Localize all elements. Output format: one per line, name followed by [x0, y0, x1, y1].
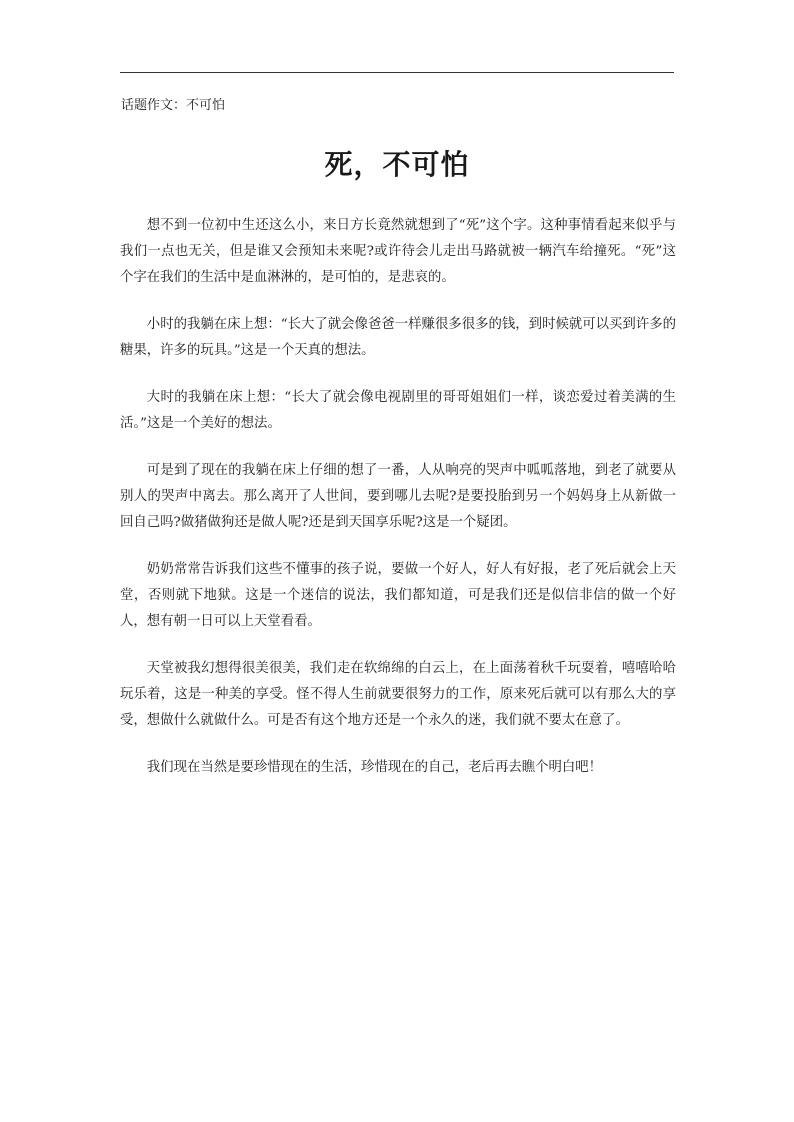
paragraph-3: 大时的我躺在床上想：“长大了就会像电视剧里的哥哥姐姐们一样，谈恋爱过着美满的生活。”这是一个美好的想法。 [120, 390, 676, 431]
paragraph-6: 天堂被我幻想得很美很美，我们走在软绵绵的白云上，在上面荡着秋千玩耍着，嘻嘻哈哈玩乐着，这是一种美的享受。怪不得人生前就要很努力的工作，原来死后就可以有那么大的享受，想做什么就做什么。可是否有这个地方还是一个永久的迷，我们就不要太在意了。 [120, 661, 676, 728]
topic-label: 话题作文：不可怕 [121, 98, 226, 113]
document-title: 死，不可怕 [324, 148, 470, 181]
paragraph-7: 我们现在当然是要珍惜现在的生活，珍惜现在的自己，老后再去瞧个明白吧！ [146, 760, 603, 775]
paragraph-2: 小时的我躺在床上想：“长大了就会像爸爸一样赚很多很多的钱，到时候就可以买到许多的糖果，许多的玩具。”这是一个天真的想法。 [120, 317, 676, 358]
header-rule [120, 72, 674, 73]
paragraph-5: 奶奶常常告诉我们这些不懂事的孩子说，要做一个好人，好人有好报，老了死后就会上天堂，否则就下地狱。这是一个迷信的说法，我们都知道，可是我们还是似信非信的做一个好人，想有朝一日可以上天堂看看。 [120, 562, 676, 629]
essay-body [120, 213, 676, 802]
paragraph-1: 想不到一位初中生还这么小，来日方长竟然就想到了“死”这个字。这种事情看起来似乎与我们一点也无关，但是谁又会预知未来呢?或许待会儿走出马路就被一辆汽车给撞死。“死”这个字在我们的生活中是血淋淋的，是可怕的，是悲哀的。 [120, 218, 676, 285]
paragraph-4: 可是到了现在的我躺在床上仔细的想了一番，人从响亮的哭声中呱呱落地，到老了就要从别人的哭声中离去。那么离开了人世间，要到哪儿去呢?是要投胎到另一个妈妈身上从新做一回自己吗?做猪做狗还是做人呢?还是到天国享乐呢?这是一个疑团。 [120, 463, 676, 530]
